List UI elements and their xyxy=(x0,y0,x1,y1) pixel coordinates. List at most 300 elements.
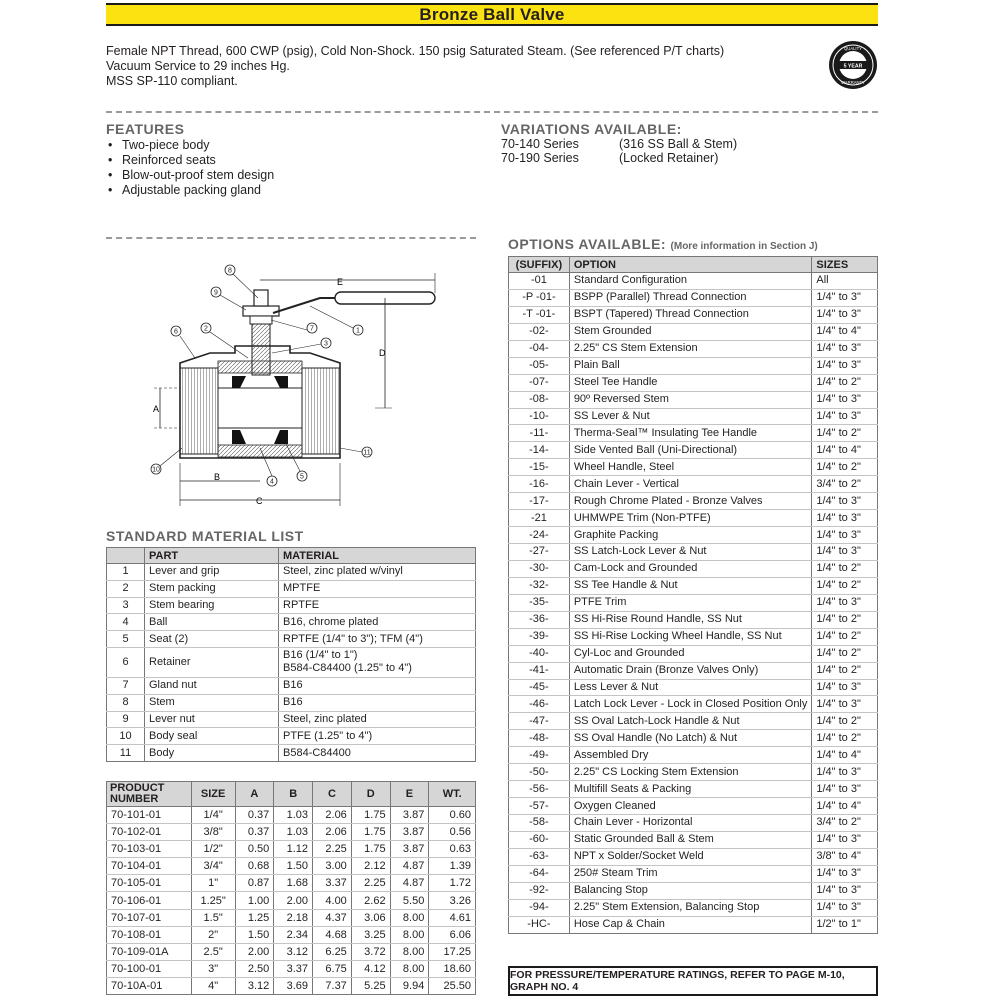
column-header: WT. xyxy=(429,782,476,807)
option-suffix: -HC- xyxy=(509,916,570,933)
option-sizes: 1/4" to 4" xyxy=(812,747,878,764)
dimension-value: 3.69 xyxy=(274,977,313,994)
part-material xyxy=(279,597,476,614)
page-title: Bronze Ball Valve xyxy=(419,4,565,24)
header-line: NUMBER xyxy=(110,793,159,805)
option-name: 250# Steam Trim xyxy=(569,865,812,882)
option-name: Wheel Handle, Steel xyxy=(569,459,812,476)
table-row xyxy=(509,476,878,493)
variation-row xyxy=(501,137,737,151)
table-row xyxy=(509,831,878,848)
dimension-value: 3.87 xyxy=(390,824,429,841)
option-name: SS Lever & Nut xyxy=(569,408,812,425)
option-sizes: 1/4" to 3" xyxy=(812,865,878,882)
option-suffix: -36- xyxy=(509,611,570,628)
variation-desc: (Locked Retainer) xyxy=(619,151,719,165)
table-row xyxy=(509,357,878,374)
table-row xyxy=(509,611,878,628)
option-sizes: 1/4" to 3" xyxy=(812,781,878,798)
material-line: B16 xyxy=(283,679,303,692)
table-row xyxy=(509,442,878,459)
dimension-value: 1/4" xyxy=(191,807,235,824)
option-name: BSPT (Tapered) Thread Connection xyxy=(569,306,812,323)
part-name: Lever and grip xyxy=(145,564,279,581)
dimension-value: 3.87 xyxy=(390,841,429,858)
option-sizes: 1/4" to 3" xyxy=(812,899,878,916)
table-row xyxy=(509,306,878,323)
dimension-value: 0.68 xyxy=(235,858,274,875)
dimension-value: 1.12 xyxy=(274,841,313,858)
table-row xyxy=(509,713,878,730)
table-row xyxy=(107,677,476,694)
dimension-value: 2.00 xyxy=(274,892,313,909)
option-sizes: 1/4" to 2" xyxy=(812,577,878,594)
dimension-value: 1.00 xyxy=(235,892,274,909)
variation-series: 70-140 Series xyxy=(501,137,579,151)
dimension-value: 1/2" xyxy=(191,841,235,858)
option-sizes: 1/4" to 3" xyxy=(812,696,878,713)
material-line: B16 xyxy=(283,696,303,709)
dimension-value: 3.72 xyxy=(351,943,390,960)
option-sizes: 1/4" to 3" xyxy=(812,527,878,544)
dimension-value: 1.03 xyxy=(274,824,313,841)
option-suffix: -57- xyxy=(509,798,570,815)
dim-label-c: C xyxy=(256,496,263,506)
part-number: 10 xyxy=(107,728,145,745)
column-header: (SUFFIX) xyxy=(509,257,570,273)
option-name: 2.25" Stem Extension, Balancing Stop xyxy=(569,899,812,916)
option-suffix: -39- xyxy=(509,628,570,645)
material-line: Steel, zinc plated w/vinyl xyxy=(283,565,403,578)
part-name: Seat (2) xyxy=(145,631,279,648)
dimension-value: 3/4" xyxy=(191,858,235,875)
dim-label-d: D xyxy=(379,348,386,358)
option-name: Stem Grounded xyxy=(569,323,812,340)
dimension-value: 6.25 xyxy=(313,943,352,960)
option-sizes: 1/4" to 3" xyxy=(812,510,878,527)
option-name: Plain Ball xyxy=(569,357,812,374)
option-sizes: 3/4" to 2" xyxy=(812,815,878,832)
dimension-value: 3.12 xyxy=(274,943,313,960)
option-suffix: -11- xyxy=(509,425,570,442)
dimension-value: 7.37 xyxy=(313,977,352,994)
option-sizes: 1/4" to 4" xyxy=(812,442,878,459)
option-name: SS Oval Handle (No Latch) & Nut xyxy=(569,730,812,747)
column-header: MATERIAL xyxy=(279,548,476,564)
product-number: 70-105-01 xyxy=(107,875,192,892)
option-suffix: -21 xyxy=(509,510,570,527)
dimension-value: 4.68 xyxy=(313,926,352,943)
column-header: PART xyxy=(145,548,279,564)
divider xyxy=(106,111,878,113)
table-row xyxy=(107,564,476,581)
part-material xyxy=(279,580,476,597)
table-row xyxy=(509,662,878,679)
table-row xyxy=(509,848,878,865)
option-name: 90º Reversed Stem xyxy=(569,391,812,408)
part-number: 3 xyxy=(107,597,145,614)
dimension-value: 1.75 xyxy=(351,841,390,858)
table-row xyxy=(509,781,878,798)
product-number: 70-108-01 xyxy=(107,926,192,943)
warranty-seal-icon xyxy=(828,40,878,90)
option-sizes: 3/8" to 4" xyxy=(812,848,878,865)
option-name: Static Grounded Ball & Stem xyxy=(569,831,812,848)
dimension-value: 3.06 xyxy=(351,909,390,926)
table-row xyxy=(509,594,878,611)
table-row xyxy=(509,273,878,290)
seal-text-bottom: WARRANTY xyxy=(841,80,865,85)
table-row xyxy=(509,628,878,645)
dimension-value: 2.06 xyxy=(313,807,352,824)
part-material xyxy=(279,728,476,745)
dimension-value: 4.00 xyxy=(313,892,352,909)
table-row xyxy=(509,696,878,713)
option-suffix: -02- xyxy=(509,323,570,340)
part-name: Gland nut xyxy=(145,677,279,694)
callout-1: 1 xyxy=(356,327,360,335)
part-name: Lever nut xyxy=(145,711,279,728)
callout-4: 4 xyxy=(270,478,274,486)
part-material xyxy=(279,694,476,711)
dimension-value: 8.00 xyxy=(390,926,429,943)
dimension-value: 1.03 xyxy=(274,807,313,824)
dimension-value: 3.12 xyxy=(235,977,274,994)
option-sizes: 1/4" to 2" xyxy=(812,560,878,577)
feature-item: • Adjustable packing gland xyxy=(106,183,274,198)
dim-label-e: E xyxy=(337,277,344,287)
dimension-value: 4.12 xyxy=(351,960,390,977)
callout-5: 5 xyxy=(300,473,304,481)
dim-label-a: A xyxy=(153,404,160,414)
part-material xyxy=(279,614,476,631)
option-sizes: 1/4" to 2" xyxy=(812,374,878,391)
dimension-value: 8.00 xyxy=(390,960,429,977)
table-header-row xyxy=(107,782,476,807)
option-name: SS Hi-Rise Round Handle, SS Nut xyxy=(569,611,812,628)
table-row xyxy=(107,614,476,631)
table-row xyxy=(107,728,476,745)
dimension-value: 0.37 xyxy=(235,824,274,841)
dimension-value: 1.39 xyxy=(429,858,476,875)
intro-line: Female NPT Thread, 600 CWP (psig), Cold Non-Shock. 150 psig Saturated Steam. (See referenced P/T charts) xyxy=(106,44,725,58)
variations-heading: VARIATIONS AVAILABLE: xyxy=(501,121,682,137)
product-number: 70-109-01A xyxy=(107,943,192,960)
callout-9: 9 xyxy=(214,289,218,297)
dimension-value: 9.94 xyxy=(390,977,429,994)
option-name: Cyl-Loc and Grounded xyxy=(569,645,812,662)
table-row xyxy=(107,943,476,960)
part-number: 6 xyxy=(107,647,145,677)
option-sizes: All xyxy=(812,273,878,290)
option-suffix: -30- xyxy=(509,560,570,577)
table-row xyxy=(509,425,878,442)
dimension-value: 0.87 xyxy=(235,875,274,892)
table-row xyxy=(107,647,476,677)
dimension-value: 8.00 xyxy=(390,909,429,926)
table-row xyxy=(509,899,878,916)
dimension-value: 3" xyxy=(191,960,235,977)
dimension-value: 1.75 xyxy=(351,807,390,824)
option-suffix: -92- xyxy=(509,882,570,899)
option-suffix: -45- xyxy=(509,679,570,696)
table-row xyxy=(509,391,878,408)
dimension-value: 0.50 xyxy=(235,841,274,858)
part-name: Body seal xyxy=(145,728,279,745)
table-row xyxy=(509,916,878,933)
table-row xyxy=(107,824,476,841)
option-suffix: -07- xyxy=(509,374,570,391)
dimension-value: 2.34 xyxy=(274,926,313,943)
option-suffix: -41- xyxy=(509,662,570,679)
material-list-heading: STANDARD MATERIAL LIST xyxy=(106,528,304,544)
table-row xyxy=(107,597,476,614)
option-suffix: -32- xyxy=(509,577,570,594)
option-suffix: -16- xyxy=(509,476,570,493)
product-number: 70-104-01 xyxy=(107,858,192,875)
dimension-value: 3/8" xyxy=(191,824,235,841)
column-header: OPTION xyxy=(569,257,812,273)
option-sizes: 1/4" to 2" xyxy=(812,713,878,730)
dimension-value: 2.5" xyxy=(191,943,235,960)
dimension-value: 1.25 xyxy=(235,909,274,926)
variation-row xyxy=(501,151,737,165)
option-sizes: 1/4" to 3" xyxy=(812,408,878,425)
option-suffix: -49- xyxy=(509,747,570,764)
table-row xyxy=(107,631,476,648)
option-name: SS Latch-Lock Lever & Nut xyxy=(569,544,812,561)
features-section xyxy=(106,121,274,198)
material-table xyxy=(106,547,476,762)
dimension-value: 2.50 xyxy=(235,960,274,977)
option-sizes: 1/4" to 3" xyxy=(812,764,878,781)
dimension-value: 8.00 xyxy=(390,943,429,960)
dimension-value: 1.5" xyxy=(191,909,235,926)
header-line: PRODUCT xyxy=(110,782,165,794)
option-sizes: 1/4" to 2" xyxy=(812,662,878,679)
dimension-value: 2.25 xyxy=(351,875,390,892)
table-row xyxy=(107,909,476,926)
option-sizes: 1/4" to 4" xyxy=(812,798,878,815)
table-row xyxy=(107,977,476,994)
option-suffix: -35- xyxy=(509,594,570,611)
option-suffix: -17- xyxy=(509,493,570,510)
part-number: 9 xyxy=(107,711,145,728)
dimension-value: 2.06 xyxy=(313,824,352,841)
option-suffix: -10- xyxy=(509,408,570,425)
callout-10: 10 xyxy=(152,466,160,474)
option-suffix: -08- xyxy=(509,391,570,408)
table-row xyxy=(107,807,476,824)
dimension-value: 4.87 xyxy=(390,858,429,875)
dimension-value: 2.12 xyxy=(351,858,390,875)
table-row xyxy=(509,764,878,781)
dimensions-table xyxy=(106,781,476,995)
column-header: A xyxy=(235,782,274,807)
dim-label-b: B xyxy=(214,472,221,482)
option-name: Side Vented Ball (Uni-Directional) xyxy=(569,442,812,459)
dimension-value: 3.00 xyxy=(313,858,352,875)
option-sizes: 1/4" to 3" xyxy=(812,306,878,323)
table-row xyxy=(107,841,476,858)
option-name: Latch Lock Lever - Lock in Closed Position Only xyxy=(569,696,812,713)
dimension-value: 3.26 xyxy=(429,892,476,909)
option-suffix: -T -01- xyxy=(509,306,570,323)
option-sizes: 1/4" to 3" xyxy=(812,679,878,696)
table-row xyxy=(509,374,878,391)
dimension-value: 1.25" xyxy=(191,892,235,909)
option-sizes: 1/4" to 4" xyxy=(812,323,878,340)
product-number: 70-101-01 xyxy=(107,807,192,824)
table-row xyxy=(509,747,878,764)
option-name: 2.25" CS Stem Extension xyxy=(569,340,812,357)
option-sizes: 1/2" to 1" xyxy=(812,916,878,933)
features-heading: FEATURES xyxy=(106,121,185,137)
option-sizes: 1/4" to 3" xyxy=(812,340,878,357)
material-line: PTFE (1.25" to 4") xyxy=(283,729,373,742)
option-sizes: 1/4" to 3" xyxy=(812,544,878,561)
option-name: PTFE Trim xyxy=(569,594,812,611)
option-suffix: -40- xyxy=(509,645,570,662)
option-suffix: -48- xyxy=(509,730,570,747)
dimension-value: 3.87 xyxy=(390,807,429,824)
option-sizes: 1/4" to 3" xyxy=(812,594,878,611)
footnote-text: FOR PRESSURE/TEMPERATURE RATINGS, REFER TO PAGE M-10, GRAPH NO. 4 xyxy=(510,969,845,993)
material-line: B16 (1/4" to 1") xyxy=(283,649,358,662)
dimension-value: 4" xyxy=(191,977,235,994)
intro-line: Vacuum Service to 29 inches Hg. xyxy=(106,59,290,73)
option-sizes: 1/4" to 2" xyxy=(812,611,878,628)
callout-11: 11 xyxy=(363,449,371,457)
option-name: Steel Tee Handle xyxy=(569,374,812,391)
dimension-value: 1.72 xyxy=(429,875,476,892)
option-name: Therma-Seal™ Insulating Tee Handle xyxy=(569,425,812,442)
table-row xyxy=(107,875,476,892)
feature-item: • Blow-out-proof stem design xyxy=(106,168,274,183)
option-suffix: -15- xyxy=(509,459,570,476)
option-suffix: -14- xyxy=(509,442,570,459)
variation-desc: (316 SS Ball & Stem) xyxy=(619,137,738,151)
dimension-value: 0.56 xyxy=(429,824,476,841)
table-row xyxy=(509,577,878,594)
material-line: MPTFE xyxy=(283,582,321,595)
dimension-value: 2.00 xyxy=(235,943,274,960)
option-name: SS Oval Latch-Lock Handle & Nut xyxy=(569,713,812,730)
product-number: 70-107-01 xyxy=(107,909,192,926)
part-material xyxy=(279,647,476,677)
table-row xyxy=(107,745,476,762)
part-number: 1 xyxy=(107,564,145,581)
product-number: 70-100-01 xyxy=(107,960,192,977)
dimension-value: 5.25 xyxy=(351,977,390,994)
title-bar xyxy=(106,3,878,26)
option-suffix: -56- xyxy=(509,781,570,798)
table-row xyxy=(107,892,476,909)
option-name: Chain Lever - Vertical xyxy=(569,476,812,493)
part-number: 4 xyxy=(107,614,145,631)
material-line: RPTFE xyxy=(283,598,320,611)
callout-2: 2 xyxy=(204,325,208,333)
options-table xyxy=(508,256,878,934)
options-note: (More information in Section J) xyxy=(670,241,818,252)
product-number: 70-10A-01 xyxy=(107,977,192,994)
material-line: B584-C84400 (1.25" to 4") xyxy=(283,662,412,675)
table-header-row xyxy=(509,257,878,273)
part-material xyxy=(279,745,476,762)
table-row xyxy=(509,865,878,882)
table-row xyxy=(509,730,878,747)
column-header: B xyxy=(274,782,313,807)
part-name: Stem packing xyxy=(145,580,279,597)
table-row xyxy=(509,340,878,357)
table-row xyxy=(107,926,476,943)
options-table-body xyxy=(509,273,878,934)
part-material xyxy=(279,711,476,728)
dimension-value: 0.60 xyxy=(429,807,476,824)
pressure-temperature-note xyxy=(508,966,878,996)
material-line: Steel, zinc plated xyxy=(283,712,367,725)
option-suffix: -50- xyxy=(509,764,570,781)
part-name: Stem bearing xyxy=(145,597,279,614)
option-name: Standard Configuration xyxy=(569,273,812,290)
dimension-value: 25.50 xyxy=(429,977,476,994)
seal-text-mid: 5 YEAR xyxy=(843,63,863,70)
product-number: 70-102-01 xyxy=(107,824,192,841)
option-suffix: -60- xyxy=(509,831,570,848)
column-header xyxy=(107,782,192,807)
feature-item: • Two-piece body xyxy=(106,138,274,153)
column-header xyxy=(107,548,145,564)
callout-3: 3 xyxy=(324,340,328,348)
part-material xyxy=(279,564,476,581)
column-header: D xyxy=(351,782,390,807)
option-name: Assembled Dry xyxy=(569,747,812,764)
option-name: Balancing Stop xyxy=(569,882,812,899)
table-row xyxy=(509,493,878,510)
dimension-value: 0.63 xyxy=(429,841,476,858)
option-name: SS Hi-Rise Locking Wheel Handle, SS Nut xyxy=(569,628,812,645)
table-row xyxy=(509,798,878,815)
column-header: E xyxy=(390,782,429,807)
option-name: SS Tee Handle & Nut xyxy=(569,577,812,594)
part-number: 2 xyxy=(107,580,145,597)
table-row xyxy=(509,289,878,306)
table-row xyxy=(107,858,476,875)
option-name: UHMWPE Trim (Non-PTFE) xyxy=(569,510,812,527)
option-sizes: 1/4" to 3" xyxy=(812,882,878,899)
table-row xyxy=(509,544,878,561)
dimension-value: 2.25 xyxy=(313,841,352,858)
table-row xyxy=(509,459,878,476)
dimension-value: 4.37 xyxy=(313,909,352,926)
material-line: RPTFE (1/4" to 3"); TFM (4") xyxy=(283,632,423,645)
column-header: SIZES xyxy=(812,257,878,273)
option-name: Hose Cap & Chain xyxy=(569,916,812,933)
dimension-value: 17.25 xyxy=(429,943,476,960)
dimension-value: 18.60 xyxy=(429,960,476,977)
column-header: SIZE xyxy=(191,782,235,807)
dimension-value: 1.50 xyxy=(274,858,313,875)
option-name: Rough Chrome Plated - Bronze Valves xyxy=(569,493,812,510)
table-row xyxy=(509,882,878,899)
dimension-value: 4.61 xyxy=(429,909,476,926)
dimension-value: 1.68 xyxy=(274,875,313,892)
option-sizes: 3/4" to 2" xyxy=(812,476,878,493)
option-name: Less Lever & Nut xyxy=(569,679,812,696)
part-number: 8 xyxy=(107,694,145,711)
part-number: 11 xyxy=(107,745,145,762)
intro-text xyxy=(106,44,724,89)
